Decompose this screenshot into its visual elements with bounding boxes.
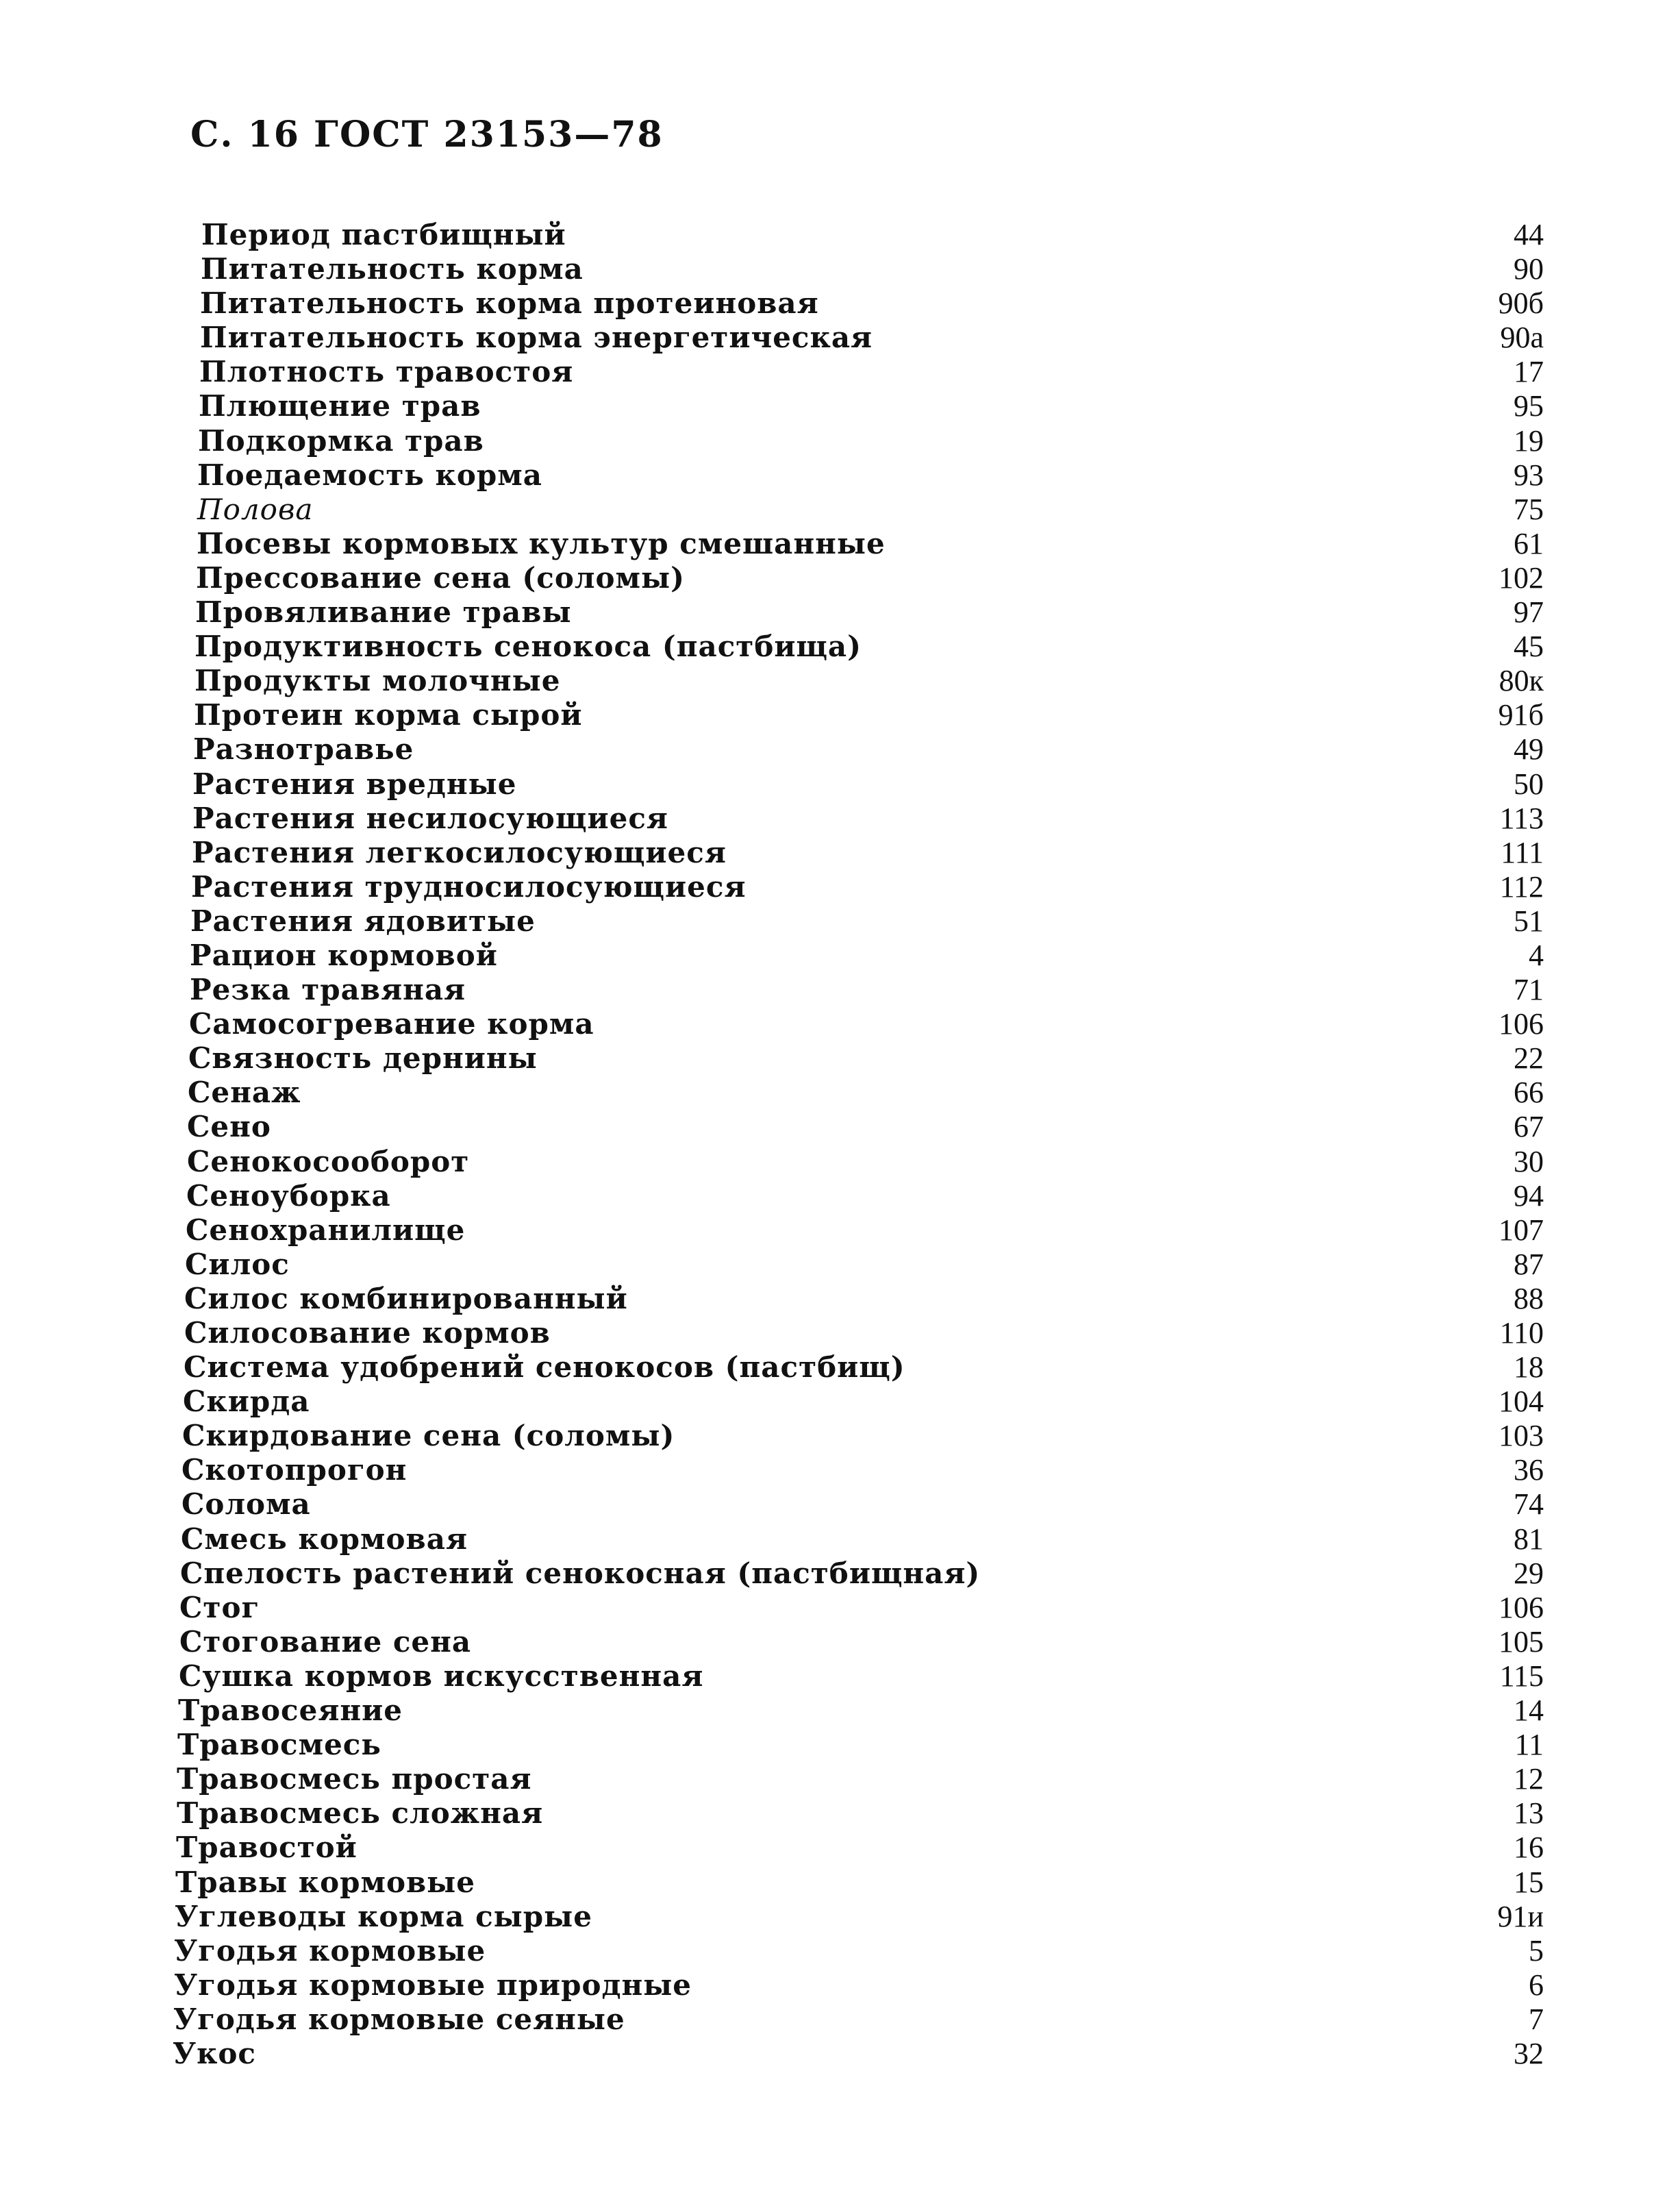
- index-term: Силосование кормов: [184, 1316, 551, 1350]
- index-entry: [174, 1487, 1544, 1522]
- index-term-number: 18: [1514, 1350, 1544, 1385]
- index-entry: [174, 1968, 1544, 2002]
- index-term-number: 104: [1499, 1385, 1544, 1419]
- index-entry: [174, 1316, 1544, 1350]
- index-entry: [174, 458, 1544, 493]
- index-term: Связность дернины: [188, 1041, 538, 1076]
- index-term-number: 112: [1499, 869, 1544, 904]
- index-term: Травосмесь: [177, 1728, 381, 1762]
- index-entry: [174, 1110, 1544, 1144]
- index-term-number: 113: [1499, 801, 1544, 835]
- index-term: Углеводы корма сырые: [175, 1899, 592, 1933]
- index-term-number: 75: [1514, 492, 1544, 526]
- index-entry: [174, 389, 1544, 423]
- index-term: Стог: [179, 1590, 260, 1624]
- index-term: Травосмесь сложная: [177, 1796, 544, 1831]
- index-term-number: 90: [1514, 252, 1544, 286]
- index-term-number: 19: [1514, 423, 1544, 458]
- index-term: Травостой: [176, 1831, 358, 1865]
- index-term-number: 71: [1514, 973, 1544, 1007]
- index-term-number: 22: [1514, 1041, 1544, 1076]
- index-entry: [174, 252, 1544, 286]
- index-entry: [174, 1694, 1544, 1728]
- index-term: Стогование сена: [179, 1624, 472, 1659]
- index-entry: [174, 1591, 1544, 1625]
- index-entry: [174, 1213, 1544, 1248]
- index-term: Солома: [181, 1487, 311, 1522]
- index-entry: [174, 1041, 1544, 1076]
- index-term-number: 105: [1499, 1624, 1544, 1659]
- index-entry: [174, 1762, 1544, 1796]
- index-term: Сено: [187, 1110, 271, 1144]
- index-entry: [174, 939, 1544, 973]
- index-entry: [174, 527, 1544, 561]
- index-term-number: 4: [1529, 938, 1544, 972]
- index-term-number: 16: [1514, 1831, 1544, 1865]
- index-entry: [174, 1728, 1544, 1762]
- index-term: Скирда: [183, 1385, 310, 1419]
- index-term: Протеин корма сырой: [194, 698, 583, 732]
- index-term-number: 90а: [1500, 321, 1544, 355]
- index-entry: [174, 2037, 1544, 2071]
- index-term: Скирдование сена (соломы): [182, 1419, 675, 1453]
- index-entry: [174, 1419, 1544, 1453]
- index-term: Скотопрогон: [181, 1453, 408, 1487]
- index-entry: [174, 1350, 1544, 1385]
- index-term: Травы кормовые: [175, 1865, 475, 1899]
- index-entry: [174, 1248, 1544, 1282]
- index-term: Растения легкосилосующиеся: [192, 835, 727, 869]
- index-term-number: 12: [1514, 1762, 1544, 1796]
- index-term: Резка травяная: [190, 973, 466, 1007]
- index-entry: [174, 1453, 1544, 1487]
- index-entry: [174, 1934, 1544, 1968]
- index-term-number: 106: [1499, 1590, 1544, 1624]
- index-term: Угодья кормовые: [174, 1933, 486, 1968]
- index-term: Растения ядовитые: [190, 904, 536, 938]
- index-entry: [174, 1179, 1544, 1213]
- index-term: Растения трудносилосующиеся: [191, 869, 747, 904]
- index-entry: [174, 1556, 1544, 1591]
- index-entry: [174, 802, 1544, 836]
- page-header: С. 16 ГОСТ 23153—78: [190, 114, 664, 156]
- index-term-number: 17: [1514, 355, 1544, 389]
- index-entry: [174, 630, 1544, 664]
- index-entry: [174, 836, 1544, 870]
- index-term-number: 44: [1514, 218, 1544, 251]
- index-entry: [174, 1076, 1544, 1110]
- index-term: Травосмесь простая: [177, 1762, 532, 1796]
- index-term: Продуктивность сенокоса (пастбища): [195, 630, 862, 664]
- index-term-number: 90б: [1498, 286, 1544, 321]
- index-term-number: 13: [1514, 1796, 1544, 1831]
- index-term: Укос: [173, 2036, 257, 2070]
- index-entry: [174, 595, 1544, 630]
- index-term: Продукты молочные: [195, 664, 561, 698]
- index-term: Сенокосооборот: [187, 1144, 470, 1178]
- index-entry: [174, 664, 1544, 698]
- index-term: Спелость растений сенокосная (пастбищная): [180, 1556, 981, 1590]
- index-term: Период пастбищный: [201, 218, 566, 251]
- index-term: Травосеяние: [178, 1694, 403, 1728]
- index-entry: [174, 355, 1544, 389]
- index-term-number: 66: [1514, 1076, 1544, 1110]
- index-entry: [174, 732, 1544, 767]
- index-entry: [174, 218, 1544, 252]
- index-entry: [174, 424, 1544, 458]
- index-term-number: 7: [1529, 2002, 1544, 2036]
- index-term-number: 51: [1514, 904, 1544, 938]
- index-term-number: 15: [1514, 1865, 1544, 1899]
- index-entry: [174, 1145, 1544, 1179]
- index-term: Сенаж: [188, 1076, 301, 1110]
- index-entry: [174, 493, 1544, 527]
- index-term-number: 49: [1514, 732, 1544, 767]
- index-entry: [174, 2002, 1544, 2037]
- index-term: Рацион кормовой: [190, 938, 498, 972]
- index-term-number: 97: [1514, 595, 1544, 630]
- index-term: Растения несилосующиеся: [192, 801, 668, 835]
- index-term-number: 111: [1501, 835, 1544, 869]
- index-term-number: 61: [1514, 526, 1544, 560]
- index-entry: [174, 321, 1544, 355]
- index-term-number: 107: [1499, 1213, 1544, 1247]
- index-term: Смесь кормовая: [181, 1522, 468, 1556]
- index-entry: [174, 698, 1544, 732]
- index-entry: [174, 1522, 1544, 1556]
- index-term-number: 91и: [1497, 1899, 1544, 1933]
- index-entry: [174, 286, 1544, 321]
- index-term-number: 93: [1514, 458, 1544, 492]
- index-term: Сенохранилище: [186, 1213, 466, 1247]
- index-term: Растения вредные: [192, 767, 517, 801]
- index-term-number: 29: [1514, 1556, 1544, 1590]
- index-term: Плющение трав: [199, 389, 481, 423]
- index-entry: [174, 1007, 1544, 1041]
- index-entry: [174, 1831, 1544, 1865]
- index-term-number: 94: [1514, 1178, 1544, 1213]
- index-term: Посевы кормовых культур смешанные: [197, 526, 886, 560]
- term-index-list: [174, 218, 1544, 2071]
- index-term-number: 74: [1514, 1487, 1544, 1522]
- index-term-number: 95: [1514, 389, 1544, 423]
- index-term: Полова: [197, 492, 314, 526]
- index-entry: [174, 767, 1544, 802]
- index-term: Сеноуборка: [186, 1178, 391, 1213]
- index-term-number: 81: [1514, 1522, 1544, 1556]
- index-term-number: 67: [1514, 1110, 1544, 1144]
- index-term: Питательность корма энергетическая: [200, 321, 873, 355]
- index-term: Прессование сена (соломы): [196, 560, 685, 595]
- index-term-number: 30: [1514, 1144, 1544, 1178]
- index-entry: [174, 1900, 1544, 1934]
- index-term: Провяливание травы: [195, 595, 572, 630]
- index-term: Поедаемость корма: [197, 458, 542, 492]
- index-entry: [174, 1282, 1544, 1316]
- index-term: Угодья кормовые природные: [174, 1968, 692, 2002]
- index-term: Подкормка трав: [198, 423, 484, 458]
- index-term-number: 103: [1499, 1419, 1544, 1453]
- index-term-number: 36: [1514, 1453, 1544, 1487]
- index-term: Сушка кормов искусственная: [179, 1659, 704, 1693]
- index-term-number: 14: [1514, 1694, 1544, 1728]
- index-entry: [174, 973, 1544, 1007]
- index-entry: [174, 1796, 1544, 1831]
- index-term-number: 11: [1514, 1728, 1544, 1762]
- index-term: Силос: [185, 1247, 290, 1281]
- index-term: Самосогревание корма: [189, 1007, 594, 1041]
- index-term: Угодья кормовые сеяные: [173, 2002, 625, 2036]
- index-entry: [174, 1659, 1544, 1694]
- index-entry: [174, 1865, 1544, 1900]
- index-term-number: 110: [1499, 1316, 1544, 1350]
- index-term-number: 50: [1514, 767, 1544, 801]
- index-term: Плотность травостоя: [199, 355, 574, 389]
- index-term-number: 87: [1514, 1247, 1544, 1281]
- index-term-number: 88: [1514, 1281, 1544, 1315]
- index-term-number: 102: [1499, 560, 1544, 595]
- index-entry: [174, 870, 1544, 904]
- index-term: Силос комбинированный: [184, 1281, 628, 1315]
- index-entry: [174, 561, 1544, 595]
- index-term-number: 32: [1514, 2036, 1544, 2070]
- index-entry: [174, 1625, 1544, 1659]
- index-term: Разнотравье: [193, 732, 414, 767]
- index-term-number: 115: [1499, 1659, 1544, 1693]
- index-term: Питательность корма протеиновая: [200, 286, 819, 321]
- index-term-number: 5: [1529, 1933, 1544, 1968]
- index-entry: [174, 904, 1544, 939]
- index-term-number: 80к: [1499, 664, 1544, 698]
- index-term: Система удобрений сенокосов (пастбищ): [184, 1350, 905, 1385]
- index-term-number: 6: [1529, 1968, 1544, 2002]
- index-entry: [174, 1385, 1544, 1419]
- index-term-number: 106: [1499, 1007, 1544, 1041]
- index-term-number: 45: [1514, 630, 1544, 664]
- index-term-number: 91б: [1498, 698, 1544, 732]
- index-term: Питательность корма: [201, 252, 584, 286]
